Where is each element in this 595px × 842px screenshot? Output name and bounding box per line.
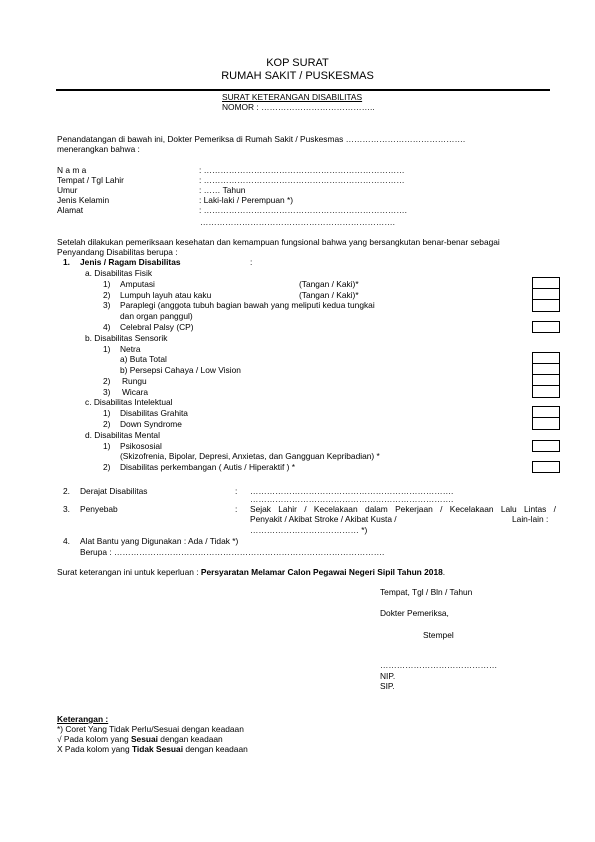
rungu-text: Rungu <box>122 376 147 386</box>
notes-line-2-c: dengan keadaan <box>157 734 223 744</box>
section-3-line-2a: Penyakit / Akibat Stroke / Akibat Kusta / <box>250 514 397 524</box>
fisik-3-text-2: dan organ panggul) <box>120 311 193 321</box>
identity-label-birth: Tempat / Tgl Lahir <box>57 175 124 185</box>
checkbox-lumpuh[interactable] <box>533 289 559 300</box>
identity-label-age: Umur <box>57 185 78 195</box>
notes-line-2-b: Sesuai <box>130 734 158 744</box>
wicara-text: Wicara <box>122 387 149 397</box>
checkbox-low-vision[interactable] <box>533 364 559 375</box>
section-2-line-2: ………………………………………………………………. <box>250 494 454 504</box>
intelektual-1-text: Disabilitas Grahita <box>120 408 188 418</box>
intro-line-2: menerangkan bahwa : <box>57 144 140 154</box>
fisik-2-num: 2) <box>103 290 111 300</box>
checkbox-group-perkembangan <box>532 461 560 473</box>
identity-value-address: : ………………………………………………………………. <box>199 205 407 215</box>
intelektual-heading: c. Disabilitas Intelektual <box>85 397 173 407</box>
exam-line-2: Penyandang Disabilitas berupa : <box>57 247 178 257</box>
fisik-3-text: Paraplegi (anggota tubuh bagian bawah yang meliputi kedua tungkai <box>120 300 375 310</box>
checkbox-group-fisik-1-2 <box>532 277 560 312</box>
sensorik-heading: b. Disabilitas Sensorik <box>85 333 168 343</box>
section-3-line-1: Sejak Lahir / Kecelakaan dalam Pekerjaan / Kecelakaan Lalu Lintas / <box>250 504 556 514</box>
identity-label-gender: Jenis Kelamin <box>57 195 110 205</box>
identity-value-address-2: ……………………………………………………………. <box>200 217 395 227</box>
section-4-line-2: Berupa : ……………………………………………………………………………………. <box>80 547 385 557</box>
checkbox-paraplegi[interactable] <box>533 300 559 311</box>
netra-num: 1) <box>103 344 111 354</box>
signature-doctor: Dokter Pemeriksa, <box>380 608 449 618</box>
identity-label-name: N a m a <box>57 165 87 175</box>
intelektual-2-text: Down Syndrome <box>120 419 182 429</box>
section-1-colon: : <box>250 257 253 267</box>
mental-1-text-2: (Skizofrenia, Bipolar, Depresi, Anxietas, dan Gangguan Kepribadian) * <box>120 451 380 461</box>
netra-sub-b: b) Persepsi Cahaya / Low Vision <box>120 365 241 375</box>
purpose-bold: Persyaratan Melamar Calon Pegawai Negeri Sipil Tahun 2018 <box>200 567 443 577</box>
identity-value-age: : …… Tahun <box>199 185 246 195</box>
notes-line-3 <box>57 745 248 755</box>
identity-value-gender: : Laki-laki / Perempuan *) <box>199 195 294 205</box>
notes-line-2-a: √ Pada kolom yang <box>57 734 131 744</box>
mental-2-num: 2) <box>103 462 111 472</box>
checkbox-down-syndrome[interactable] <box>533 418 559 429</box>
fisik-4-text: Celebral Palsy (CP) <box>120 322 194 332</box>
checkbox-rungu[interactable] <box>533 375 559 386</box>
notes-line-3-b: Tidak Sesuai <box>131 744 184 754</box>
intelektual-2-num: 2) <box>103 419 111 429</box>
notes-line-3-a: X Pada kolom yang <box>57 744 132 754</box>
notes-line-3-c: dengan keadaan <box>183 744 248 754</box>
section-3-number: 3. <box>63 504 70 514</box>
checkbox-amputasi[interactable] <box>533 278 559 289</box>
mental-1-num: 1) <box>103 441 111 451</box>
section-3-line-2b: Lain-lain : <box>512 514 549 524</box>
document-number: NOMOR : ………………………………….. <box>222 102 375 112</box>
letterhead-kop: KOP SURAT <box>266 57 329 69</box>
purpose-text: Surat keterangan ini untuk keperluan : <box>57 567 201 577</box>
fisik-1-text: Amputasi <box>120 279 155 289</box>
intelektual-1-num: 1) <box>103 408 111 418</box>
checkbox-psikososial[interactable] <box>533 441 559 451</box>
document-title: SURAT KETERANGAN DISABILITAS <box>222 92 363 102</box>
notes-title: Keterangan : <box>57 714 109 724</box>
section-1-title: Jenis / Ragam Disabilitas <box>80 257 181 267</box>
fisik-1-num: 1) <box>103 279 111 289</box>
signature-nip: NIP. <box>380 671 396 681</box>
section-2-colon: : <box>235 486 238 496</box>
fisik-4-num: 4) <box>103 322 111 332</box>
signature-line: …………………………………… <box>380 660 498 670</box>
notes-line-1: *) Coret Yang Tidak Perlu/Sesuai dengan keadaan <box>57 724 244 734</box>
signature-stamp: Stempel <box>423 630 454 640</box>
checkbox-wicara[interactable] <box>533 386 559 397</box>
section-4-number: 4. <box>63 536 70 546</box>
checkbox-group-cp <box>532 321 560 333</box>
mental-2-text: Disabilitas perkembangan ( Autis / Hiperaktif ) * <box>120 462 296 472</box>
checkbox-buta-total[interactable] <box>533 353 559 364</box>
fisik-2-text: Lumpuh layuh atau kaku <box>120 290 212 300</box>
section-4-line-1: Alat Bantu yang Digunakan : Ada / Tidak *) <box>80 536 239 546</box>
identity-value-name: : ……………………………………………………………… <box>199 165 405 175</box>
section-3-line-3: ………………………………… *) <box>250 525 368 535</box>
exam-line-1: Setelah dilakukan pemeriksaan kesehatan dan kemampuan fungsional bahwa yang bersangkutan benar-benar sebagai <box>57 237 500 247</box>
letterhead-institution: RUMAH SAKIT / PUSKESMAS <box>221 70 374 82</box>
netra-text: Netra <box>120 344 141 354</box>
checkbox-grahita[interactable] <box>533 407 559 418</box>
section-3-label: Penyebab <box>80 504 118 514</box>
fisik-3-num: 3) <box>103 300 111 310</box>
identity-value-birth: : ……………………………………………………………… <box>199 175 405 185</box>
section-2-number: 2. <box>63 486 70 496</box>
mental-heading: d. Disabilitas Mental <box>85 430 160 440</box>
identity-label-address: Alamat <box>57 205 84 215</box>
section-2-line-1: ………………………………………………………………. <box>250 486 454 496</box>
netra-sub-a: a) Buta Total <box>120 354 167 364</box>
fisik-2-note: (Tangan / Kaki)* <box>299 290 359 300</box>
fisik-1-note: (Tangan / Kaki)* <box>299 279 359 289</box>
fisik-heading: a. Disabilitas Fisik <box>85 268 153 278</box>
section-1-number: 1. <box>63 257 70 267</box>
signature-sip: SIP. <box>380 681 395 691</box>
signature-place-date: Tempat, Tgl / Bln / Tahun <box>380 587 473 597</box>
checkbox-perkembangan[interactable] <box>533 462 559 472</box>
checkbox-group-psikososial <box>532 440 560 452</box>
rungu-num: 2) <box>103 376 111 386</box>
purpose-statement <box>57 568 445 578</box>
mental-1-text: Psikososial <box>120 441 162 451</box>
checkbox-group-sensorik <box>532 352 560 398</box>
header-rule <box>56 89 550 91</box>
purpose-end: . <box>442 567 446 577</box>
intro-line-1: Penandatangan di bawah ini, Dokter Pemeriksa di Rumah Sakit / Puskesmas ……………………………………. <box>57 134 466 144</box>
checkbox-celebral-palsy[interactable] <box>533 322 559 332</box>
section-3-colon: : <box>235 504 238 514</box>
section-2-label: Derajat Disabilitas <box>80 486 148 496</box>
checkbox-group-intelektual <box>532 406 560 430</box>
wicara-num: 3) <box>103 387 111 397</box>
